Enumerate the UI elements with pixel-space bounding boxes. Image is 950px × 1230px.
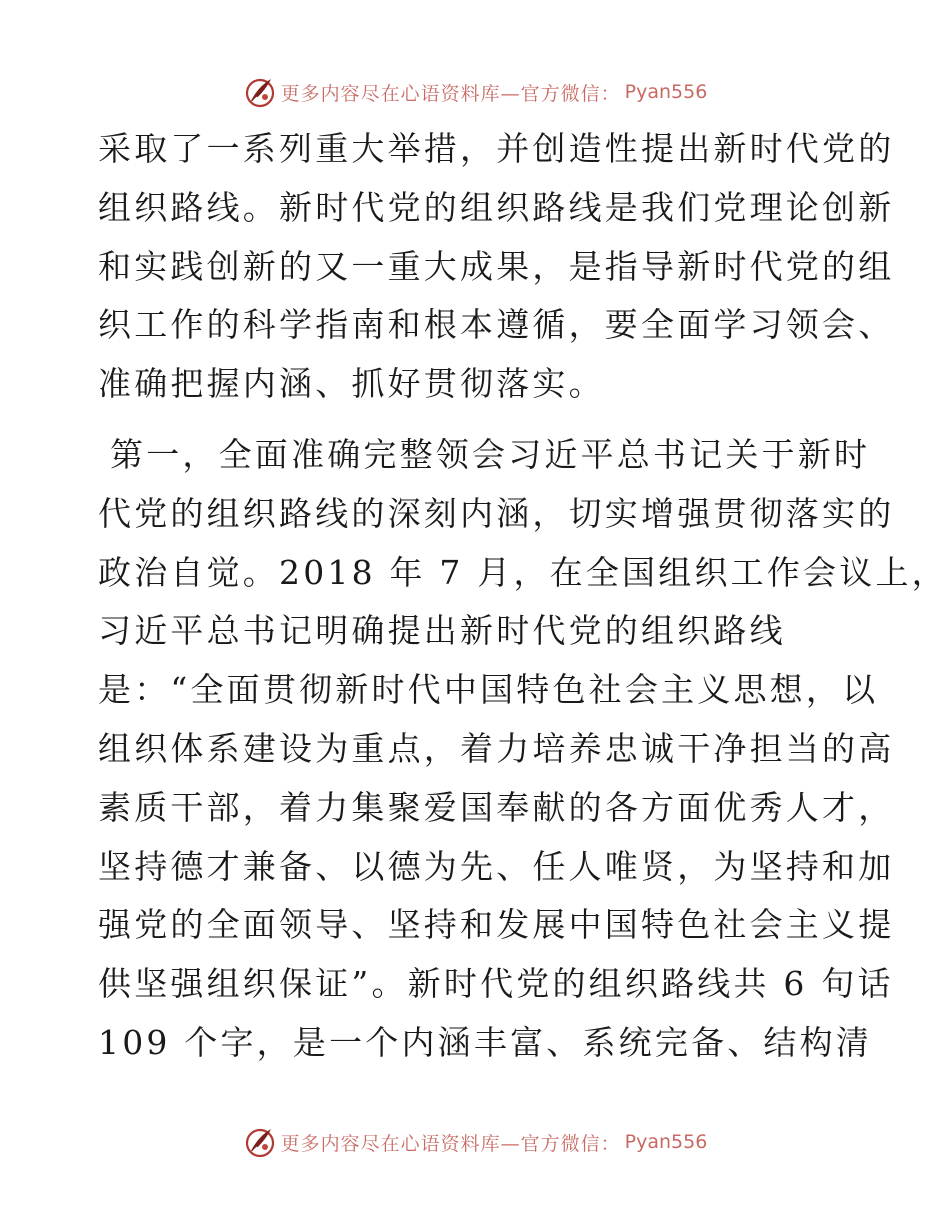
paragraph-1 [98, 120, 895, 414]
header-banner [0, 72, 950, 112]
banner-text: 更多内容尽在心语资料库—官方微信： [280, 82, 621, 105]
feather-pen-logo-icon [243, 1125, 277, 1159]
text-line: 组织路线。新时代党的组织路线是我们党理论创新 [98, 187, 895, 227]
banner-text: 更多内容尽在心语资料库—官方微信： [280, 1132, 621, 1155]
text-line: 政治自觉。2018 年 7 月，在全国组织工作会议上， [98, 552, 948, 592]
wechat-handle: Pyan556 [624, 1131, 708, 1153]
text-line: 供坚强组织保证”。新时代党的组织路线共 6 句话 [98, 964, 894, 1004]
text-line: 素质干部，着力集聚爱国奉献的各方面优秀人才， [98, 787, 895, 827]
paragraph-2 [98, 426, 948, 1073]
text-line: 组织体系建设为重点，着力培养忠诚干净担当的高 [98, 728, 895, 768]
text-line: 第一，全面准确完整领会习近平总书记关于新时 [110, 434, 871, 474]
wechat-handle: Pyan556 [624, 81, 708, 103]
feather-pen-logo-icon [243, 75, 277, 109]
text-line: 109 个字，是一个内涵丰富、系统完备、结构清 [98, 1022, 873, 1062]
footer-banner [0, 1122, 950, 1162]
text-line: 强党的全面领导、坚持和发展中国特色社会主义提 [98, 905, 895, 945]
text-line: 和实践创新的又一重大成果，是指导新时代党的组 [98, 246, 895, 286]
text-line: 是：“全面贯彻新时代中国特色社会主义思想，以 [98, 670, 879, 710]
text-line: 采取了一系列重大举措，并创造性提出新时代党的 [98, 129, 895, 168]
text-line: 习近平总书记明确提出新时代党的组织路线 [98, 611, 786, 651]
text-line: 代党的组织路线的深刻内涵，切实增强贯彻落实的 [98, 493, 895, 533]
text-line: 坚持德才兼备、以德为先、任人唯贤，为坚持和加 [98, 846, 895, 886]
text-line: 准确把握内涵、抓好贯彻落实。 [98, 364, 605, 404]
paragraph-gap [98, 414, 858, 426]
document-body [98, 120, 948, 1073]
text-line: 织工作的科学指南和根本遵循，要全面学习领会、 [98, 305, 895, 345]
